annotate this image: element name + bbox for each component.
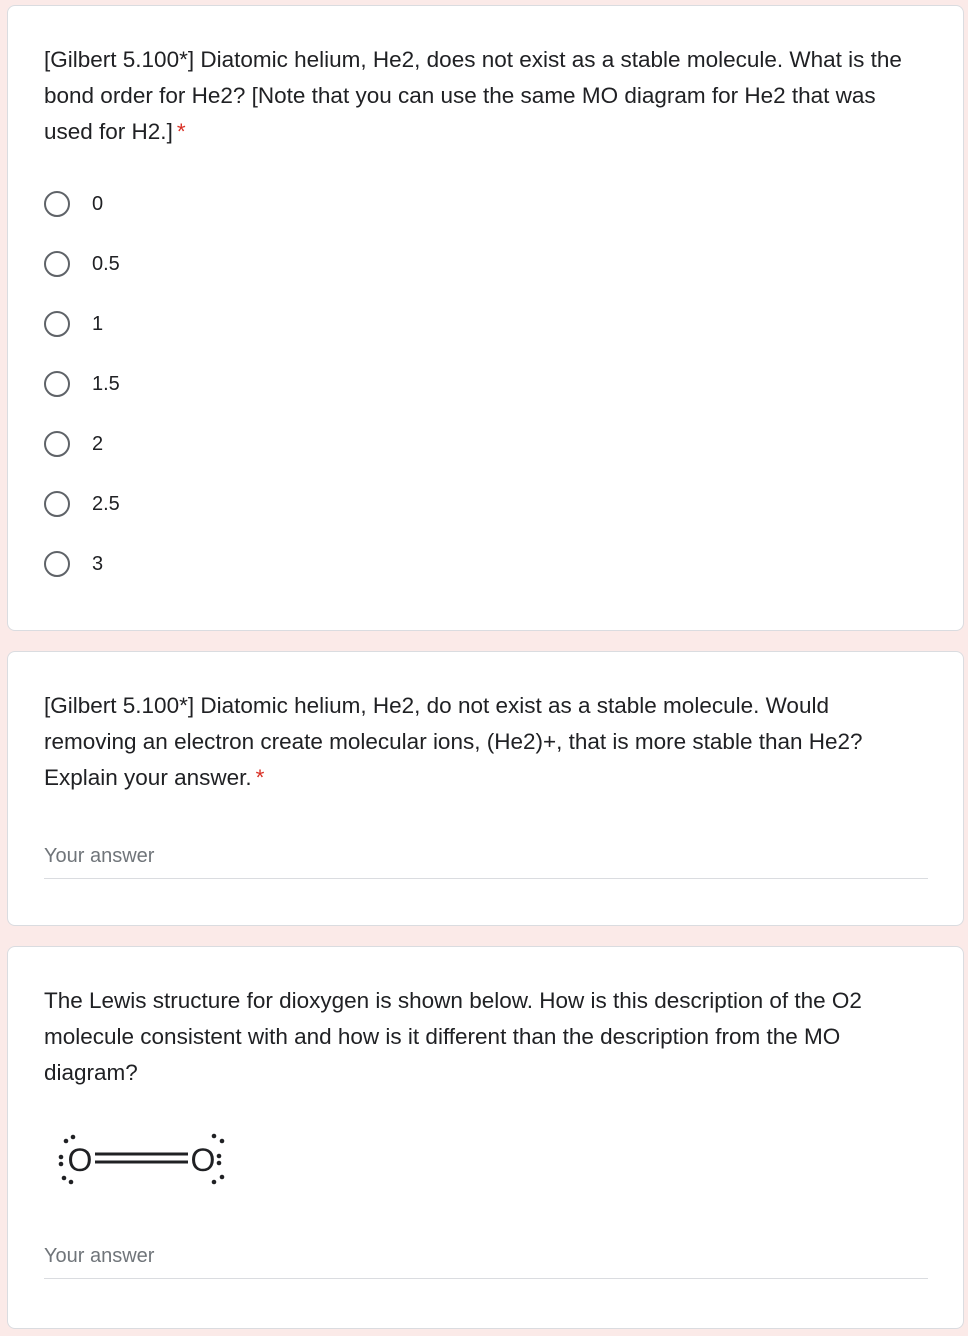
lone-pair-dot xyxy=(59,1162,64,1167)
option-0-5[interactable] xyxy=(44,244,344,284)
question-card-he2-ion xyxy=(7,651,964,926)
option-label: 1 xyxy=(92,312,104,335)
option-3[interactable] xyxy=(44,544,344,584)
radio-button[interactable] xyxy=(44,551,70,577)
option-label: 0 xyxy=(92,192,104,215)
option-0[interactable] xyxy=(44,184,344,224)
question-card-bond-order xyxy=(7,5,964,631)
question-title xyxy=(44,688,927,796)
lone-pair-dot xyxy=(212,1134,217,1139)
option-label: 0.5 xyxy=(92,252,120,275)
question-title xyxy=(44,42,927,150)
question-text: [Gilbert 5.100*] Diatomic helium, He2, does not exist as a stable molecule. What is the bond order for He2? [Note that you can use the same MO diagram for He2 that was used for H2.] xyxy=(44,47,902,144)
radio-button[interactable] xyxy=(44,431,70,457)
question-text: [Gilbert 5.100*] Diatomic helium, He2, do not exist as a stable molecule. Would removing an electron create molecular ions, (He2)+, that is more stable than He2? Explain your answer. xyxy=(44,693,863,790)
radio-button[interactable] xyxy=(44,371,70,397)
right-oxygen-atom: O xyxy=(190,1142,216,1178)
lone-pair-dot xyxy=(220,1139,225,1144)
required-asterisk: * xyxy=(176,119,186,144)
radio-button[interactable] xyxy=(44,251,70,277)
question-card-dioxygen xyxy=(7,946,964,1329)
lone-pair-dot xyxy=(217,1154,222,1159)
option-2-5[interactable] xyxy=(44,484,344,524)
lone-pair-dot xyxy=(220,1175,225,1180)
radio-button[interactable] xyxy=(44,191,70,217)
option-label: 1.5 xyxy=(92,372,120,395)
answer-field[interactable] xyxy=(44,835,928,879)
required-asterisk: * xyxy=(255,765,265,790)
answer-input[interactable] xyxy=(44,1235,928,1278)
lone-pair-dot xyxy=(59,1155,64,1160)
answer-input[interactable] xyxy=(44,835,928,878)
radio-button[interactable] xyxy=(44,311,70,337)
lewis-structure-image xyxy=(42,1127,242,1207)
option-label: 2.5 xyxy=(92,492,120,515)
lone-pair-dot xyxy=(71,1135,76,1140)
left-oxygen-atom: O xyxy=(67,1142,93,1178)
lone-pair-dot xyxy=(217,1161,222,1166)
option-2[interactable] xyxy=(44,424,344,464)
radio-button[interactable] xyxy=(44,491,70,517)
answer-field[interactable] xyxy=(44,1235,928,1279)
option-label: 3 xyxy=(92,552,104,575)
question-text: The Lewis structure for dioxygen is shown below. How is this description of the O2 molecule consistent with and how is it different than the description from the MO diagram? xyxy=(44,988,862,1085)
option-1-5[interactable] xyxy=(44,364,344,404)
lone-pair-dot xyxy=(62,1176,67,1181)
option-1[interactable] xyxy=(44,304,344,344)
lone-pair-dot xyxy=(69,1180,74,1185)
question-title xyxy=(44,983,927,1091)
lone-pair-dot xyxy=(212,1180,217,1185)
option-label: 2 xyxy=(92,432,104,455)
